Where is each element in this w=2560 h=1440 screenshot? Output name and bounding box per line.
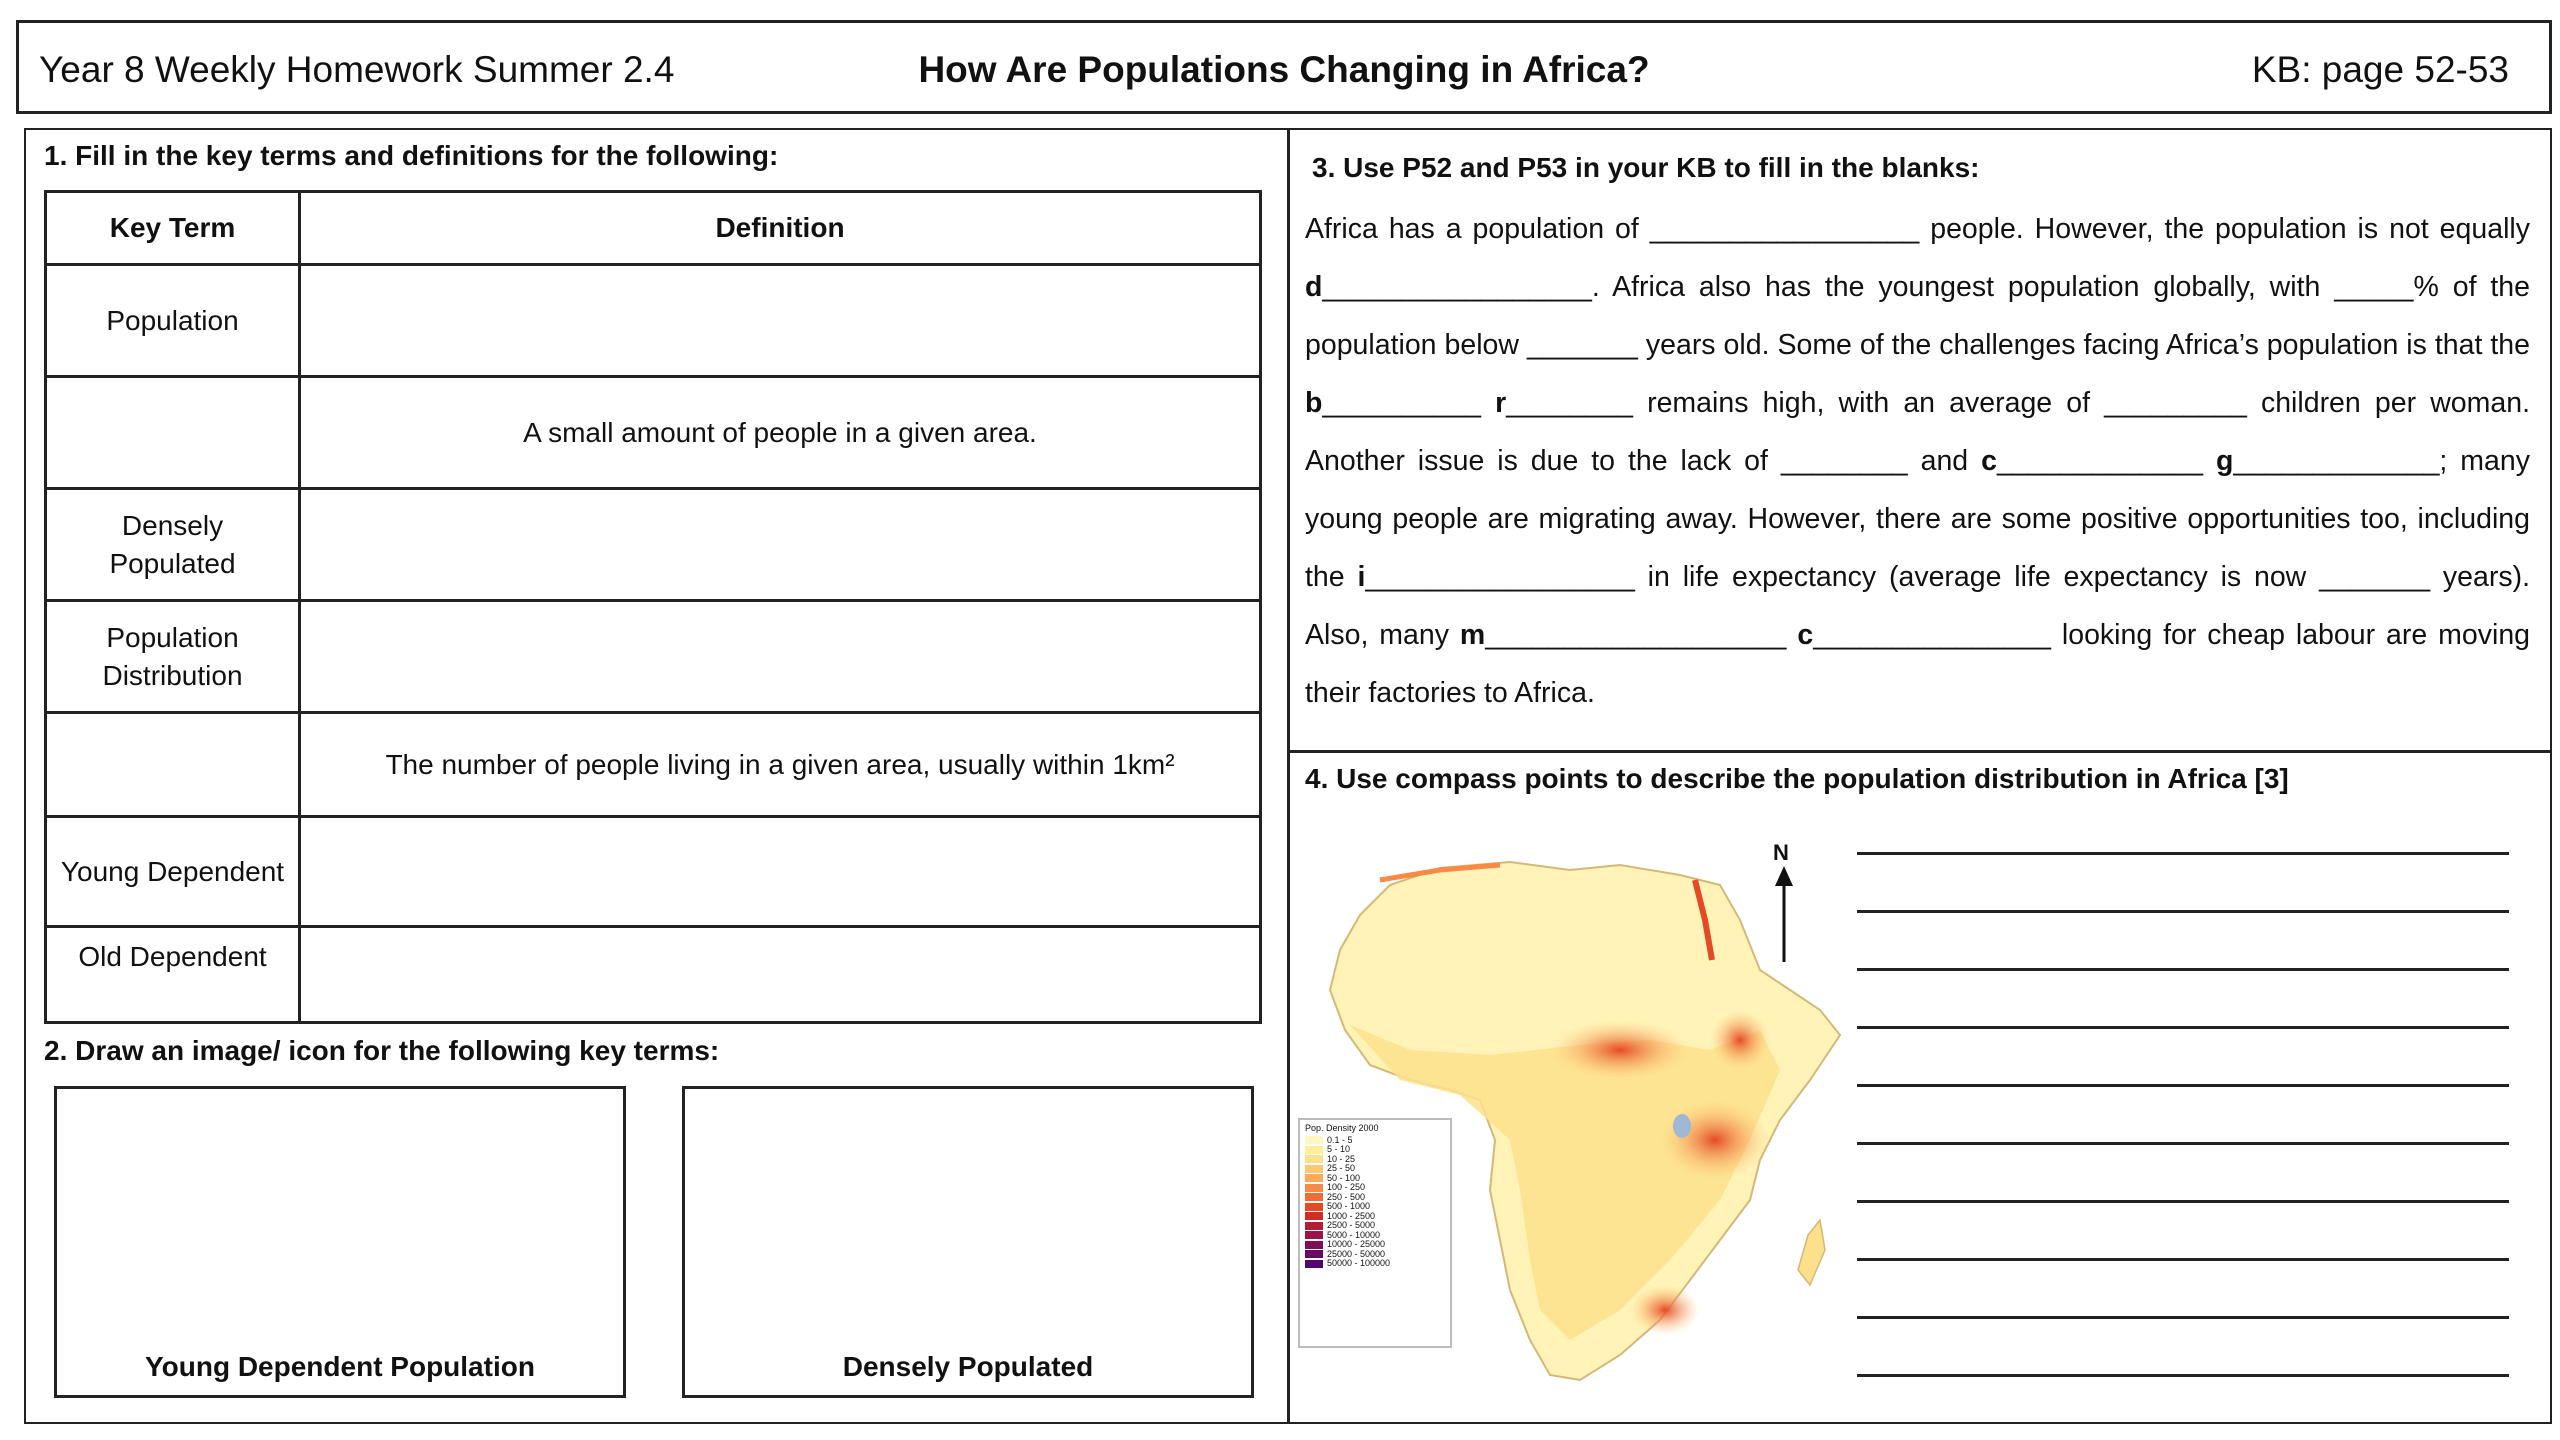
q4-title: 4. Use compass points to describe the population distribution in Africa [3] bbox=[1305, 763, 2289, 794]
draw-box-label: Young Dependent Population bbox=[145, 1351, 535, 1382]
legend-label: 10000 - 25000 bbox=[1327, 1239, 1386, 1249]
table-row bbox=[46, 601, 1261, 713]
fill-in-the-blanks-text[interactable]: Africa has a population of _________________ people. However, the population is not equally d_________________. Africa also has the youngest population globally, with _____% of the population below _______ years old. Some of the challenges facing Africa’s population is that the b__________ r________ remains high, with an average of _________ children per woman. Another issue is due to the lack of ________ and c_____________ g_____________; many young people are migrating away. However, there are some positive opportunities too, including the i_________________ in life expectancy (average life expectancy is now _______ years). Also, many m___________________ c_______________ looking for cheap labour are moving their factories to Africa. bbox=[1305, 213, 2531, 709]
legend-label: 2500 - 5000 bbox=[1327, 1220, 1376, 1230]
definition-cell: The number of people living in a given area, usually within 1km² bbox=[300, 713, 1261, 817]
answer-line[interactable] bbox=[1857, 910, 2509, 913]
draw-box-young-dependent[interactable] bbox=[54, 1086, 626, 1398]
north-arrow-label: N bbox=[1773, 840, 1789, 865]
legend-swatch bbox=[1305, 1146, 1323, 1154]
madagascar bbox=[1798, 1220, 1825, 1285]
definition-cell[interactable] bbox=[300, 601, 1261, 713]
legend-label: 500 - 1000 bbox=[1327, 1201, 1371, 1211]
definition-cell[interactable] bbox=[300, 817, 1261, 927]
legend-label: 100 - 250 bbox=[1327, 1182, 1366, 1192]
answer-line[interactable] bbox=[1857, 852, 2509, 855]
q1-title: 1. Fill in the key terms and definitions for the following: bbox=[44, 140, 779, 171]
table-row bbox=[46, 377, 1261, 489]
legend-swatch bbox=[1305, 1136, 1323, 1144]
legend-swatch bbox=[1305, 1250, 1323, 1258]
answer-line[interactable] bbox=[1857, 1316, 2509, 1319]
answer-line[interactable] bbox=[1857, 1374, 2509, 1377]
section-divider bbox=[1287, 750, 2552, 753]
table-header-row bbox=[46, 192, 1261, 265]
term-cell[interactable] bbox=[46, 713, 300, 817]
term-cell: Young Dependent bbox=[46, 817, 300, 927]
legend-label: 5000 - 10000 bbox=[1327, 1229, 1381, 1240]
col-key-term: Key Term bbox=[46, 192, 300, 265]
north-arrow-icon bbox=[1770, 866, 1798, 962]
lake-victoria bbox=[1673, 1114, 1691, 1138]
legend-swatch bbox=[1305, 1193, 1323, 1201]
answer-line[interactable] bbox=[1857, 1200, 2509, 1203]
legend-swatch bbox=[1305, 1165, 1323, 1173]
legend-swatch bbox=[1305, 1184, 1323, 1192]
answer-line[interactable] bbox=[1857, 1142, 2509, 1145]
legend-label: 25 - 50 bbox=[1327, 1163, 1356, 1173]
legend-label: 1000 - 2500 bbox=[1327, 1210, 1376, 1221]
west-africa-high-density bbox=[1550, 1020, 1690, 1080]
table-row bbox=[46, 713, 1261, 817]
legend-item bbox=[1305, 1259, 1446, 1269]
column-divider bbox=[1287, 128, 1290, 1424]
legend-swatch bbox=[1305, 1241, 1323, 1249]
definition-cell[interactable] bbox=[300, 927, 1261, 1023]
definition-cell[interactable] bbox=[300, 489, 1261, 601]
answer-line[interactable] bbox=[1857, 1084, 2509, 1087]
legend-swatch bbox=[1305, 1212, 1323, 1220]
kb-page-reference: KB: page 52-53 bbox=[2251, 49, 2509, 90]
legend-label: 0.1 - 5 bbox=[1327, 1134, 1353, 1145]
draw-box-densely-populated[interactable] bbox=[682, 1086, 1254, 1398]
worksheet-header bbox=[16, 20, 2552, 114]
q2-title: 2. Draw an image/ icon for the following key terms: bbox=[44, 1035, 720, 1066]
answer-line[interactable] bbox=[1857, 1258, 2509, 1261]
legend-label: 25000 - 50000 bbox=[1327, 1248, 1386, 1259]
legend-swatch bbox=[1305, 1222, 1323, 1230]
east-africa-high-density bbox=[1660, 1100, 1770, 1180]
ethiopia-high-density bbox=[1710, 1010, 1770, 1070]
term-cell: Old Dependent bbox=[46, 927, 300, 1023]
south-africa-high-density bbox=[1630, 1285, 1700, 1335]
legend-swatch bbox=[1305, 1203, 1323, 1211]
q3-title: 3. Use P52 and P53 in your KB to fill in the blanks: bbox=[1312, 152, 1980, 183]
definition-cell: A small amount of people in a given area. bbox=[300, 377, 1261, 489]
legend-label: 50000 - 100000 bbox=[1327, 1258, 1391, 1268]
table-row bbox=[46, 927, 1261, 1023]
definition-cell[interactable] bbox=[300, 265, 1261, 377]
legend-label: 250 - 500 bbox=[1327, 1191, 1366, 1202]
term-cell: Densely Populated bbox=[46, 489, 300, 601]
legend-label: 10 - 25 bbox=[1327, 1153, 1356, 1164]
legend-swatch bbox=[1305, 1260, 1323, 1268]
table-row bbox=[46, 489, 1261, 601]
answer-line[interactable] bbox=[1857, 968, 2509, 971]
term-cell: Population bbox=[46, 265, 300, 377]
key-terms-table bbox=[44, 190, 1262, 1024]
answer-line[interactable] bbox=[1857, 1026, 2509, 1029]
col-definition: Definition bbox=[300, 192, 1261, 265]
homework-label: Year 8 Weekly Homework Summer 2.4 bbox=[39, 49, 675, 90]
legend-items bbox=[1305, 1136, 1446, 1269]
legend-label: 5 - 10 bbox=[1327, 1144, 1351, 1154]
legend-swatch bbox=[1305, 1231, 1323, 1239]
legend-swatch bbox=[1305, 1174, 1323, 1182]
term-cell[interactable] bbox=[46, 377, 300, 489]
map-legend bbox=[1298, 1118, 1452, 1348]
term-cell: Population Distribution bbox=[46, 601, 300, 713]
table-row bbox=[46, 817, 1261, 927]
legend-label: 50 - 100 bbox=[1327, 1172, 1361, 1183]
table-row bbox=[46, 265, 1261, 377]
legend-swatch bbox=[1305, 1155, 1323, 1163]
legend-title: Pop. Density 2000 bbox=[1305, 1123, 1379, 1133]
draw-box-label: Densely Populated bbox=[842, 1351, 1094, 1382]
worksheet-title: How Are Populations Changing in Africa? bbox=[918, 49, 1650, 90]
